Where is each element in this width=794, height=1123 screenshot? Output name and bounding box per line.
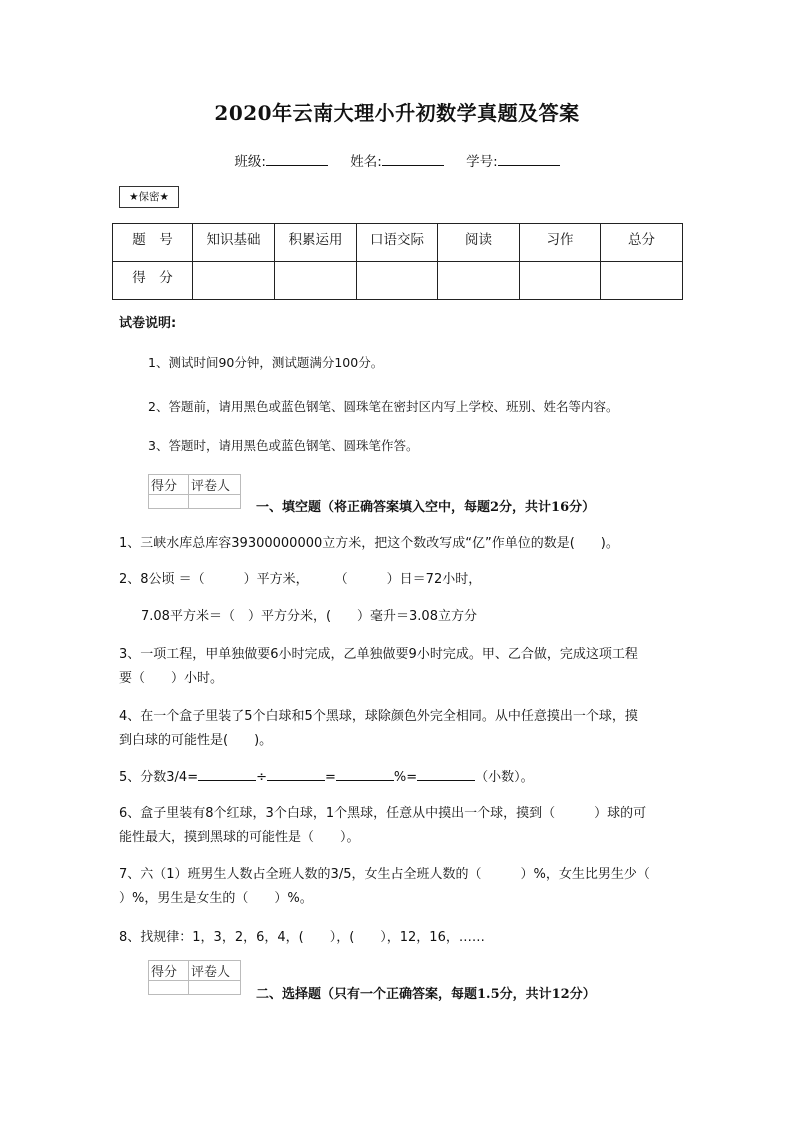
- page-title: 2020年云南大理小升初数学真题及答案: [214, 101, 580, 125]
- section-heading-fill-in: 一、填空题（将正确答案填入空中，每题2分，共计16分）: [256, 500, 596, 515]
- section-heading-multiple-choice: 二、选择题（只有一个正确答案，每题1.5分，共计12分）: [256, 987, 596, 1002]
- divide-sign: ÷: [256, 770, 267, 785]
- instruction-item: 1、测试时间90分钟，测试题满分100分。: [148, 355, 384, 370]
- instruction-item: 2、答题前，请用黑色或蓝色钢笔、圆珠笔在密封区内写上学校、班别、姓名等内容。: [148, 399, 619, 414]
- score-header-cell: 题 号: [113, 224, 193, 262]
- name-label: 姓名:: [350, 154, 382, 170]
- score-cell[interactable]: [357, 262, 438, 300]
- question-3a: 3、一项工程，甲单独做要6小时完成，乙单独做要9小时完成。甲、乙合做，完成这项工程: [119, 647, 638, 662]
- score-cell[interactable]: [438, 262, 520, 300]
- grader-reviewer-cell[interactable]: [189, 495, 241, 509]
- score-header-cell: 口语交际: [357, 224, 438, 262]
- grader-reviewer-label: 评卷人: [189, 475, 241, 495]
- class-label: 班级:: [234, 154, 266, 170]
- grader-box: [148, 960, 241, 995]
- class-blank: [266, 153, 328, 166]
- id-blank: [498, 153, 560, 166]
- score-header-cell: 习作: [520, 224, 601, 262]
- question-5-start: 5、分数3/4=: [119, 770, 199, 785]
- grader-score-cell[interactable]: [149, 981, 189, 995]
- question-6b: 能性最大，摸到黑球的可能性是（ ）。: [119, 830, 360, 845]
- confidential-badge: ★保密★: [119, 186, 179, 208]
- equals-sign: =: [325, 770, 336, 785]
- question-2b: 7.08平方米＝（ ）平方分米，( ）毫升＝3.08立方分: [141, 609, 477, 624]
- question-3b: 要（ ）小时。: [119, 671, 224, 686]
- score-cell[interactable]: [601, 262, 683, 300]
- name-blank: [382, 153, 444, 166]
- instruction-item: 3、答题时，请用黑色或蓝色钢笔、圆珠笔作答。: [148, 438, 419, 453]
- score-cell[interactable]: [193, 262, 275, 300]
- question-1: 1、三峡水库总库容39300000000立方米，把这个数改写成“亿”作单位的数是( )。: [119, 536, 619, 551]
- score-cell[interactable]: [520, 262, 601, 300]
- grader-score-cell[interactable]: [149, 495, 189, 509]
- question-7b: ）%，男生是女生的（ ）%。: [119, 891, 313, 906]
- score-header-cell: 总分: [601, 224, 683, 262]
- score-table: [112, 223, 683, 300]
- question-4b: 到白球的可能性是( )。: [119, 733, 273, 748]
- question-8: 8、找规律：1，3，2，6，4，( ），( ），12，16，……: [119, 930, 485, 945]
- score-header-cell: 阅读: [438, 224, 520, 262]
- question-7a: 7、六（1）班男生人数占全班人数的3/5，女生占全班人数的（ ）%，女生比男生少（: [119, 867, 650, 882]
- score-table-score-row: [113, 262, 683, 300]
- grader-reviewer-label: 评卷人: [189, 961, 241, 981]
- answer-blank[interactable]: [198, 769, 256, 781]
- answer-blank[interactable]: [417, 769, 475, 781]
- grader-score-label: 得分: [149, 475, 189, 495]
- score-row-label: 得 分: [113, 262, 193, 300]
- instructions-heading: 试卷说明:: [119, 316, 177, 331]
- student-info-line: [0, 150, 794, 170]
- question-2a: 2、8公顷 ＝（ ）平方米， （ ）日＝72小时，: [119, 572, 482, 587]
- score-table-header-row: [113, 224, 683, 262]
- grader-box: [148, 474, 241, 509]
- id-label: 学号:: [466, 154, 498, 170]
- question-6a: 6、盒子里装有8个红球，3个白球，1个黑球，任意从中摸出一个球，摸到（ ）球的可: [119, 806, 647, 821]
- answer-blank[interactable]: [267, 769, 325, 781]
- answer-blank[interactable]: [336, 769, 394, 781]
- score-header-cell: 知识基础: [193, 224, 275, 262]
- percent-equals: %=: [393, 770, 418, 785]
- question-5: [119, 766, 534, 785]
- question-4a: 4、在一个盒子里装了5个白球和5个黑球，球除颜色外完全相同。从中任意摸出一个球，摸: [119, 709, 638, 724]
- grader-score-label: 得分: [149, 961, 189, 981]
- score-cell[interactable]: [275, 262, 357, 300]
- grader-reviewer-cell[interactable]: [189, 981, 241, 995]
- score-header-cell: 积累运用: [275, 224, 357, 262]
- question-5-end: （小数）。: [475, 770, 534, 785]
